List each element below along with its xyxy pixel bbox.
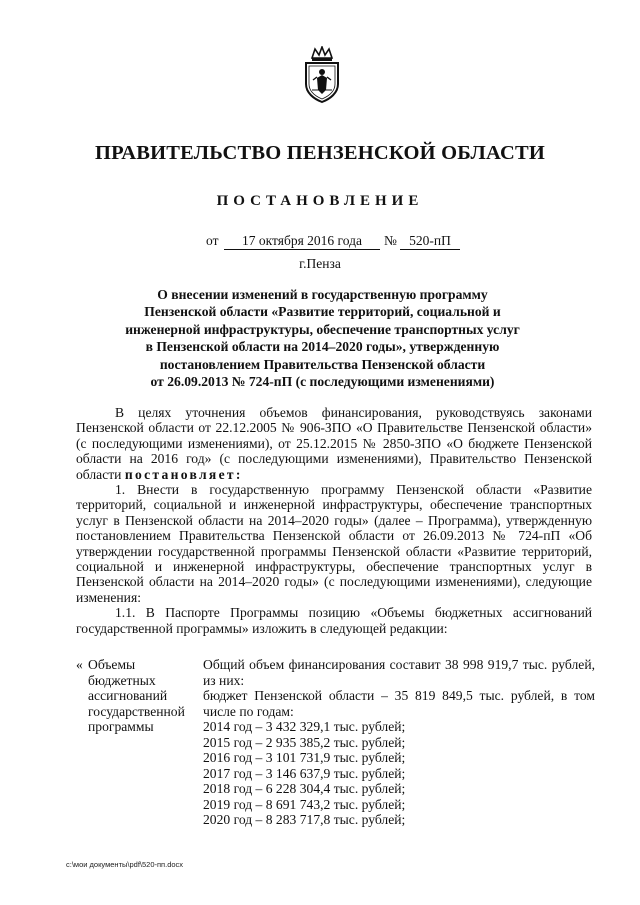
label-line: Объемы <box>88 657 136 672</box>
value-line: 2020 год – 8 283 717,8 тыс. рублей; <box>203 812 406 827</box>
subject-line: О внесении изменений в государственную программу <box>157 287 488 302</box>
table-value-column <box>203 657 595 828</box>
number-underline <box>400 249 460 250</box>
document-date: 17 октября 2016 года <box>242 233 362 248</box>
document-subject <box>100 286 545 390</box>
date-underline <box>224 249 380 250</box>
number-label: № <box>384 233 397 248</box>
government-title: ПРАВИТЕЛЬСТВО ПЕНЗЕНСКОЙ ОБЛАСТИ <box>95 142 545 164</box>
clause-1-paragraph: 1. Внести в государственную программу Пензенской области «Развитие территорий, социальной и инженерной инфраструктуры, обеспечение транспортных услуг в Пензенской области на 2014–2020 годы» (далее – Программа), утвержденную постановлением Правительства Пензенской области от 26.09.2013 № 724-пП «Об утверждении государственной программы Пензенской области «Развитие территорий, социальной и инженерной инфраструктуры, обеспечение транспортных услуг в Пензенской области на 2014–2020 годы» (с последующими изменениями), следующие изменения: <box>76 482 592 605</box>
subject-line: в Пензенской области на 2014–2020 годы», утвержденную <box>145 339 500 355</box>
value-line: 2018 год – 6 228 304,4 тыс. рублей; <box>203 781 406 796</box>
preamble-text: В целях уточнения объемов финансирования, руководствуясь законами Пензенской области от 22.12.2005 № 906-ЗПО «О Правительстве Пензенской области» (с последующими изменениями), от 25.12.2015 № 2850-ЗПО «О бюджете Пензенской области на 2016 год» (с последующими изменениями), Правительство Пензенской области <box>76 405 592 482</box>
subject-line: от 26.09.2013 № 724-пП (с последующими изменениями) <box>150 374 495 390</box>
value-line: 2017 год – 3 146 637,9 тыс. рублей; <box>203 765 406 781</box>
preamble-paragraph <box>76 405 592 482</box>
subject-line: Пензенской области «Развитие территорий, социальной и <box>144 304 501 320</box>
value-line: Общий объем финансирования составит 38 998 919,7 тыс. рублей, из них: <box>203 657 595 688</box>
value-line: 2019 год – 8 691 743,2 тыс. рублей; <box>203 796 406 812</box>
file-path-footer: c:\мои документы\pdf\520-пп.docx <box>66 860 184 869</box>
city: г.Пенза <box>299 256 341 271</box>
label-line: программы <box>88 719 154 734</box>
label-line: государственной <box>88 703 185 719</box>
document-body <box>76 405 592 636</box>
subject-line: инженерной инфраструктуры, обеспечение транспортных услуг <box>125 321 520 337</box>
label-line: бюджетных <box>88 672 156 688</box>
open-quote: « <box>76 657 83 672</box>
value-line: 2016 год – 3 101 731,9 тыс. рублей; <box>203 750 406 765</box>
subject-line: постановлением Правительства Пензенской области <box>159 356 486 372</box>
coat-of-arms-icon <box>300 46 344 104</box>
from-label: от <box>206 233 219 248</box>
value-line: 2014 год – 3 432 329,1 тыс. рублей; <box>203 719 406 734</box>
label-line: ассигнований <box>88 688 168 703</box>
value-line: 2015 год – 2 935 385,2 тыс. рублей; <box>203 734 406 750</box>
document-type: ПОСТАНОВЛЕНИЕ <box>216 193 424 209</box>
clause-1-1-paragraph: 1.1. В Паспорте Программы позицию «Объемы бюджетных ассигнований государственной программы» изложить в следующей редакции: <box>76 605 592 636</box>
decree-word: постановляет: <box>124 466 243 482</box>
document-number: 520-пП <box>409 233 451 248</box>
value-line: бюджет Пензенской области – 35 819 849,5 тыс. рублей, в том числе по годам: <box>203 688 595 719</box>
